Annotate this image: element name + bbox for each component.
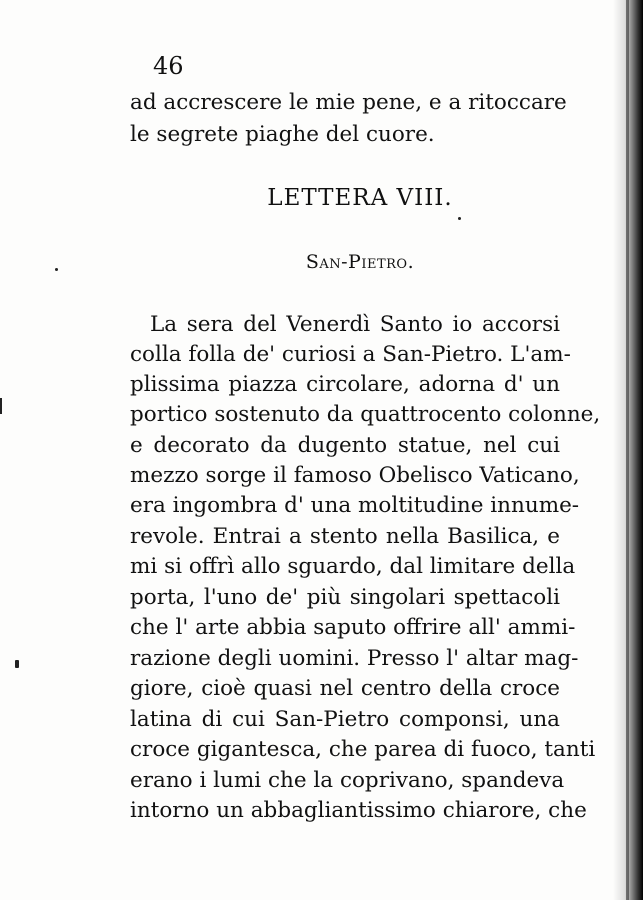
paragraph-line: porta, l'uno de' più singolari spettacoli <box>130 585 560 610</box>
paragraph-line: revole. Entrai a stento nella Basilica, e <box>130 524 560 549</box>
ink-speck <box>55 268 58 271</box>
letter-heading: LETTERA VIII. <box>267 185 453 211</box>
paragraph-line: latina di cui San-Pietro componsi, una <box>130 707 560 732</box>
paragraph-line: mezzo sorge il famoso Obelisco Vaticano, <box>130 463 580 488</box>
page-number: 46 <box>153 52 184 80</box>
ink-speck <box>0 398 2 414</box>
paragraph-line: plissima piazza circolare, adorna d' un <box>130 372 560 397</box>
paragraph-line: intorno un abbagliantissimo chiarore, che <box>130 798 587 823</box>
carry-over-line: ad accrescere le mie pene, e a ritoccare <box>130 90 567 115</box>
page-edge-line <box>626 0 629 900</box>
paragraph-line: razione degli uomini. Presso l' altar mag- <box>130 646 579 671</box>
paragraph-line: colla folla de' curiosi a San-Pietro. L'am- <box>130 342 571 367</box>
ink-speck <box>458 217 461 220</box>
paragraph-line: croce gigantesca, che parea di fuoco, tanti <box>130 737 596 762</box>
paragraph-line: mi si offrì allo sguardo, dal limitare della <box>130 554 576 579</box>
paragraph-line: che l' arte abbia saputo offrire all' ammi- <box>130 615 576 640</box>
carry-over-line: le segrete piaghe del cuore. <box>130 122 435 147</box>
paragraph-line: e decorato da dugento statue, nel cui <box>130 433 560 458</box>
paragraph-line: era ingombra d' una moltitudine innume- <box>130 493 580 518</box>
paragraph-line: portico sostenuto da quattrocento colonne, <box>130 402 601 427</box>
paragraph-line: giore, cioè quasi nel centro della croce <box>130 676 560 701</box>
ink-speck <box>15 660 19 668</box>
paragraph-line: erano i lumi che la coprivano, spandeva <box>130 768 565 793</box>
paragraph-line: La sera del Venerdì Santo io accorsi <box>150 312 560 337</box>
section-heading: San-Pietro. <box>305 251 415 273</box>
